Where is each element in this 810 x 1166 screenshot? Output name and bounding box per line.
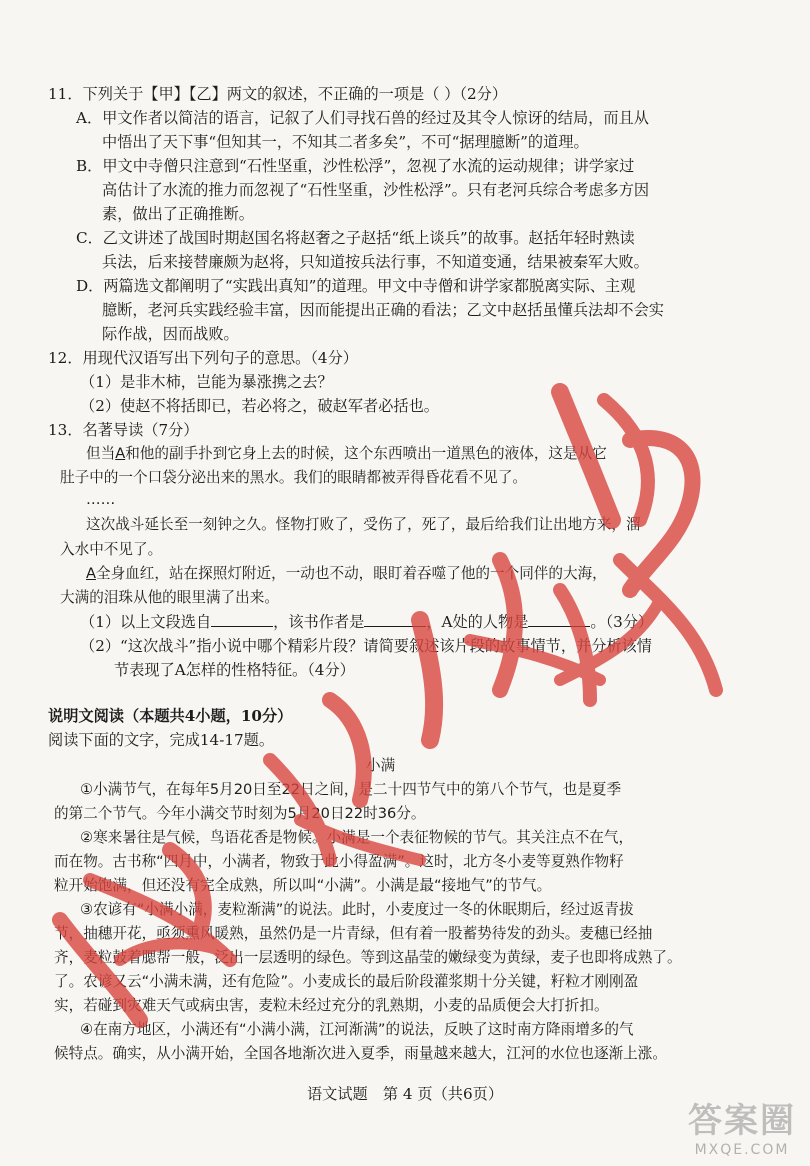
q13-excerpt-text: 但当: [86, 445, 116, 462]
q13-sub2-line2: 节表现了A怎样的性格特征。（4分）: [114, 661, 355, 679]
page-footer: 语文试题 第 4 页（共6页）: [306, 1085, 504, 1103]
q11-option-d-line3: 际作战，因而战败。: [102, 325, 239, 343]
q13-excerpt-para2-line2: 入水中不见了。: [60, 541, 163, 558]
article-p2-line2: 而在物。古书称“四月中，小满者，物致于此小得盈满”。这时，北方冬小麦等夏熟作物籽: [54, 853, 624, 870]
q13-excerpt-para1-line2: 肚子中的一个口袋分泌出来的黑水。我们的眼睛都被弄得昏花看不见了。: [60, 469, 528, 486]
article-p1-line2: 的第二个节气。今年小满交节时刻为5月20日22时36分。: [54, 805, 426, 822]
q13-title: 13．名著导读（7分）: [48, 421, 199, 439]
q11-title: 11．下列关于【甲】【乙】两文的叙述，不正确的一项是（ ）（2分）: [48, 85, 508, 103]
article-title: 小满: [366, 757, 396, 774]
watermark-title: 答案圈: [688, 1101, 796, 1141]
article-p1-line1: ①小满节气，在每年5月20日至22日之间，是二十四节气中的第八个节气，也是夏季: [80, 781, 622, 798]
article-p4-line1: ④在南方地区，小满还有“小满小满，江河渐满”的说法，反映了这时南方降雨增多的气: [80, 1021, 634, 1038]
book-title-blank: [211, 625, 273, 627]
watermark-domain: MXQE.COM: [694, 1142, 790, 1158]
q13-excerpt-text: 全身血红，站在探照灯附近，一动也不动，眼盯着吞噬了他的一个同伴的大海，: [95, 565, 607, 582]
q13-sub1: [80, 611, 653, 633]
q11-option-c-line2: 兵法，后来接替廉颇为赵将，只知道按兵法行事，不知道变通，结果被秦军大败。: [102, 253, 649, 271]
q12-sentence-1: （1）是非木柿，岂能为暴涨携之去？: [80, 373, 333, 391]
q13-sub1-text: ，A处的人物是: [426, 613, 529, 631]
author-blank: [364, 625, 426, 627]
article-p3-line4: 了。农谚又云“小满未满，还有危险”。小麦成长的最后阶段灌浆期十分关键，籽粒才刚刚盈: [54, 973, 639, 990]
article-p4-line2: 候特点。确实，从小满开始，全国各地渐次进入夏季，雨量越来越大，江河的水位也逐渐上涨。: [54, 1045, 667, 1062]
character-blank: [528, 625, 590, 627]
q11-option-b-line2: 高估计了水流的推力而忽视了“石性坚重，沙性松浮”。只有老河兵综合考虑多方因: [102, 181, 650, 199]
article-p3-line5: 实，若碰到灾难天气或病虫害，麦粒未经过充分的乳熟期，小麦的品质便会大打折扣。: [54, 997, 609, 1014]
q12-sentence-2: （2）使赵不将括即已，若必将之，破赵军者必括也。: [80, 397, 439, 415]
q13-excerpt-para3-line1: [86, 563, 607, 585]
article-p3-line1: ③农谚有“小满小满，麦粒渐满”的说法。此时，小麦度过一冬的休眠期后，经过返青拔: [80, 901, 634, 918]
q13-sub1-text: 。（3分）: [590, 613, 654, 631]
q13-ellipsis: ……: [86, 491, 116, 508]
q13-sub2-line1: （2）“这次战斗”指小说中哪个精彩片段？请简要叙述该片段的故事情节，并分析该情: [80, 637, 652, 655]
article-p2-line1: ②寒来暑往是气候，鸟语花香是物候。小满是一个表征物候的节气。其关注点不在气，: [80, 829, 634, 846]
q13-blank-a: A: [115, 445, 126, 462]
q11-option-c-line1: C．乙文讲述了战国时期赵国名将赵奢之子赵括“纸上谈兵”的故事。赵括年轻时熟读: [76, 229, 635, 247]
q11-option-d-line1: D．两篇选文都阐明了“实践出真知”的道理。甲文中寺僧和讲学家都脱离实际、主观: [76, 277, 636, 295]
q11-option-b-line1: B．甲文中寺僧只注意到“石性坚重，沙性松浮”，忽视了水流的运动规律；讲学家过: [76, 157, 635, 175]
q13-excerpt-para1-line1: [86, 443, 607, 465]
section-instruction: 阅读下面的文字，完成14-17题。: [48, 731, 275, 749]
q13-sub1-text: （1）以上文段选自: [80, 613, 212, 631]
article-p3-line3: 齐，麦粒鼓着腮帮一般，泛出一层透明的绿色。等到这晶莹的嫩绿变为黄绿，麦子也即将成熟了。: [54, 949, 682, 966]
q13-sub1-text: ，该书作者是: [273, 613, 365, 631]
q13-blank-a: A: [86, 565, 96, 582]
section-title: 说明文阅读（本题共4小题，10分）: [48, 707, 293, 725]
q11-option-a-line2: 中悟出了天下事“但知其一，不知其二者多矣”，不可“据理臆断”的道理。: [102, 133, 589, 151]
q13-excerpt-text: 和他的副手扑到它身上去的时候，这个东西喷出一道黑色的液体，这是从它: [125, 445, 607, 462]
article-p2-line3: 粒开始饱满，但还没有完全成熟，所以叫“小满”。小满是最“接地气”的节气。: [54, 877, 552, 894]
article-p3-line2: 节，抽穗开花，亟须熏风暖熟，虽然仍是一片青绿，但有着一股蓄势待发的劲头。麦穗已经抽: [54, 925, 653, 942]
q13-excerpt-para3-line2: 大满的泪珠从他的眼里满了出来。: [60, 589, 279, 606]
q11-option-b-line3: 素，做出了正确推断。: [102, 205, 254, 223]
q13-excerpt-para2-line1: 这次战斗延长至一刻钟之久。怪物打败了，受伤了，死了，最后给我们让出地方来，溜: [86, 516, 641, 533]
site-watermark-logo: [688, 1093, 796, 1158]
q11-option-a-line1: A．甲文作者以简洁的语言，记叙了人们寻找石兽的经过及其令人惊讶的结局，而且从: [76, 109, 649, 127]
q12-title: 12．用现代汉语写出下列句子的意思。（4分）: [48, 349, 358, 367]
q11-option-d-line2: 臆断，老河兵实践经验丰富，因而能提出正确的看法；乙文中赵括虽懂兵法却不会实: [102, 301, 664, 319]
